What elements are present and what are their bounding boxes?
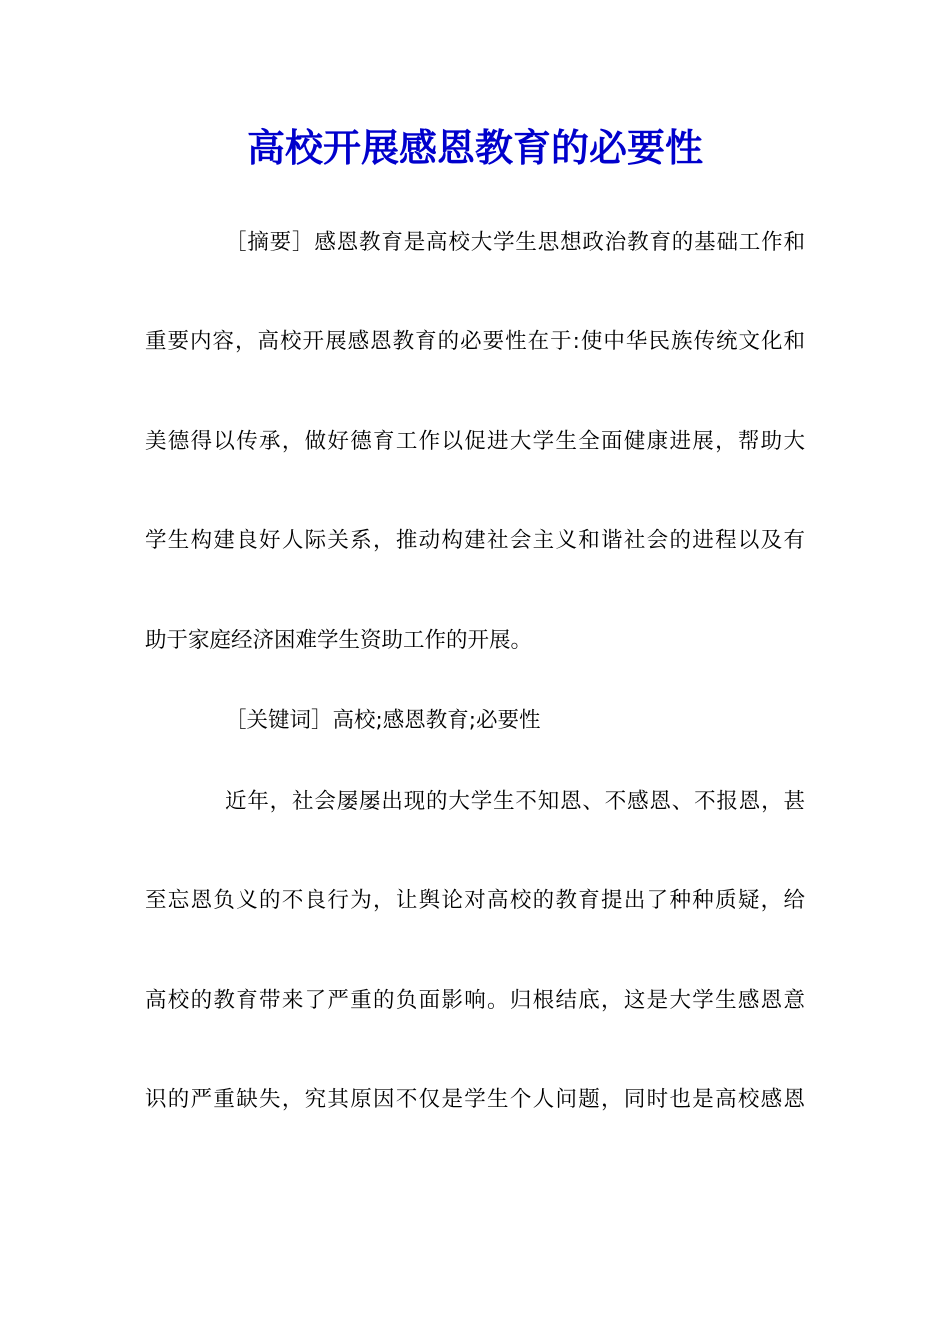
body-line-3: 高校的教育带来了严重的负面影响。归根结底，这是大学生感恩意 — [145, 988, 805, 1013]
body-line-4: 识的严重缺失，究其原因不仅是学生个人问题，同时也是高校感恩 — [145, 1087, 805, 1112]
abstract-line-4: 学生构建良好人际关系，推动构建社会主义和谐社会的进程以及有 — [145, 528, 805, 553]
abstract-line-5: 助于家庭经济困难学生资助工作的开展。 — [145, 628, 533, 653]
document-title: 高校开展感恩教育的必要性 — [246, 125, 703, 170]
abstract-line-2: 重要内容，高校开展感恩教育的必要性在于:使中华民族传统文化和 — [145, 329, 805, 354]
body-line-2: 至忘恩负义的不良行为，让舆论对高校的教育提出了种种质疑，给 — [145, 888, 805, 913]
abstract-line-1: ［摘要］感恩教育是高校大学生思想政治教育的基础工作和 — [225, 230, 805, 255]
keywords-line: ［关键词］高校;感恩教育;必要性 — [225, 708, 541, 733]
abstract-line-3: 美德得以传承，做好德育工作以促进大学生全面健康进展，帮助大 — [145, 429, 805, 454]
body-line-1: 近年，社会屡屡出现的大学生不知恩、不感恩、不报恩，甚 — [225, 789, 805, 814]
